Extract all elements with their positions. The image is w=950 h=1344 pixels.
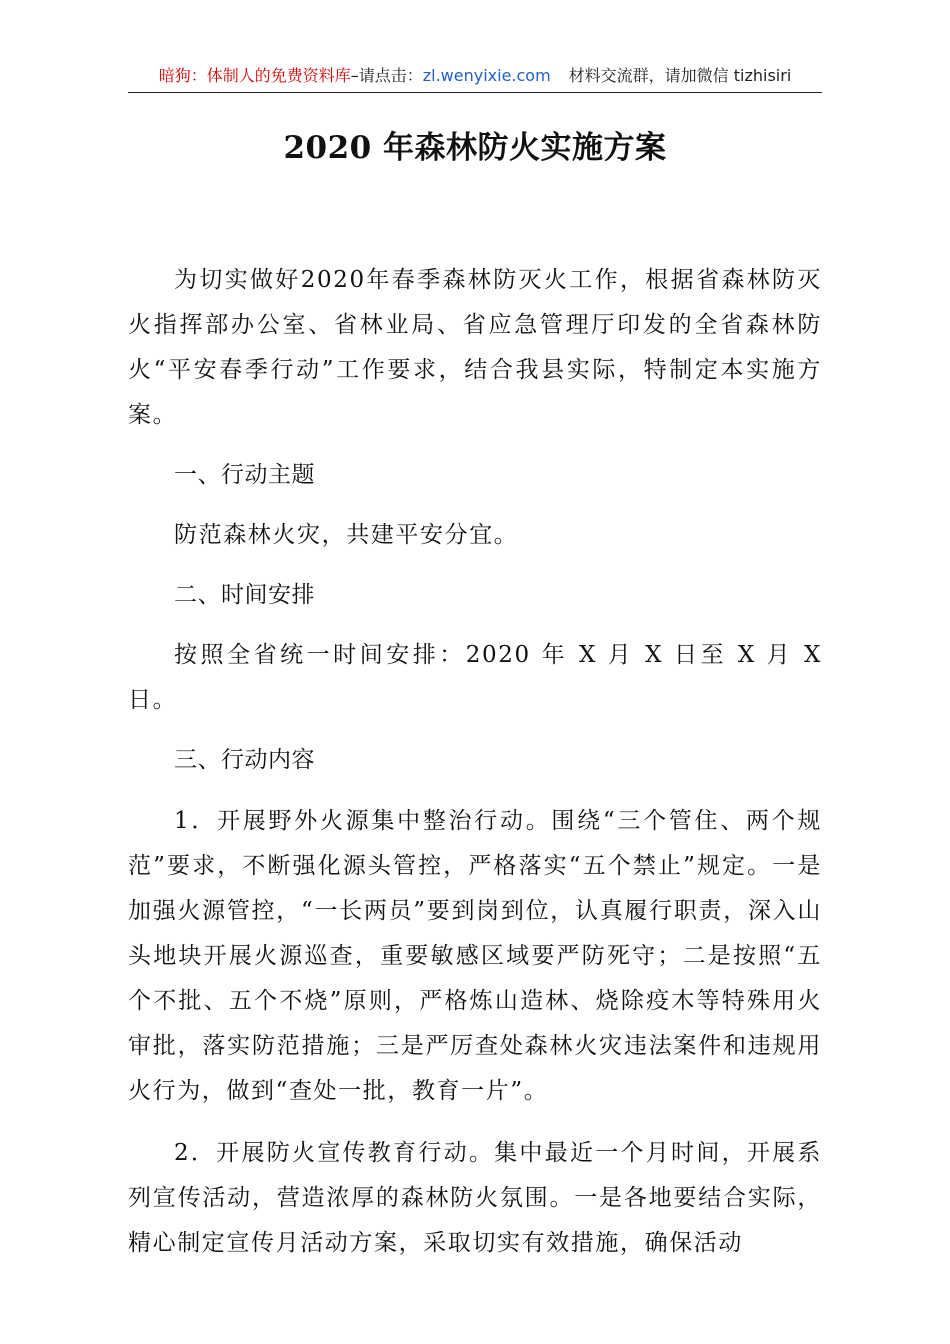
click-prompt: –请点击： bbox=[350, 66, 423, 85]
content-item-2: 2．开展防火宣传教育行动。集中最近一个月时间，开展系列宣传活动，营造浓厚的森林防火氛围。一是各地要结合实际，精心制定宣传月活动方案，采取切实有效措施，确保活动 bbox=[128, 1140, 822, 1256]
content-item-1: 1．开展野外火源集中整治行动。围绕“三个管住、两个规范”要求，不断强化源头管控，严格落实“五个禁止”规定。一是加强火源管控，“一长两员”要到岗到位，认真履行职责，深入山头地块开展火源巡查，重要敏感区域要严防死守；二是按照“五个不批、五个不烧”原则，严格炼山造林、烧除疫木等特殊用火审批，落实防范措施；三是严厉查处森林火灾违法案件和违规用火行为，做到“查处一批，教育一片”。 bbox=[128, 808, 822, 1104]
site-label[interactable]: 暗狗：体制人的免费资料库 bbox=[158, 66, 351, 85]
wechat-note: 材料交流群，请加微信 tizhisiri bbox=[568, 66, 792, 85]
section-heading-content: 三、行动内容 bbox=[174, 747, 315, 773]
document-title: 2020 年森林防火实施方案 bbox=[283, 130, 667, 166]
section-body-schedule: 按照全省统一时间安排：2020 年 X 月 X 日至 X 月 X 日。 bbox=[128, 642, 822, 713]
page-header bbox=[128, 60, 822, 93]
document-body bbox=[128, 258, 822, 1266]
section-heading-schedule: 二、时间安排 bbox=[174, 582, 315, 608]
section-body-theme: 防范森林火灾，共建平安分宜。 bbox=[174, 522, 519, 548]
site-url-link[interactable]: zl.wenyixie.com bbox=[422, 66, 551, 85]
section-heading-theme: 一、行动主题 bbox=[174, 462, 315, 488]
intro-paragraph: 为切实做好2020年春季森林防灭火工作，根据省森林防灭火指挥部办公室、省林业局、省应急管理厅印发的全省森林防火“平安春季行动”工作要求，结合我县实际，特制定本实施方案。 bbox=[128, 267, 822, 428]
